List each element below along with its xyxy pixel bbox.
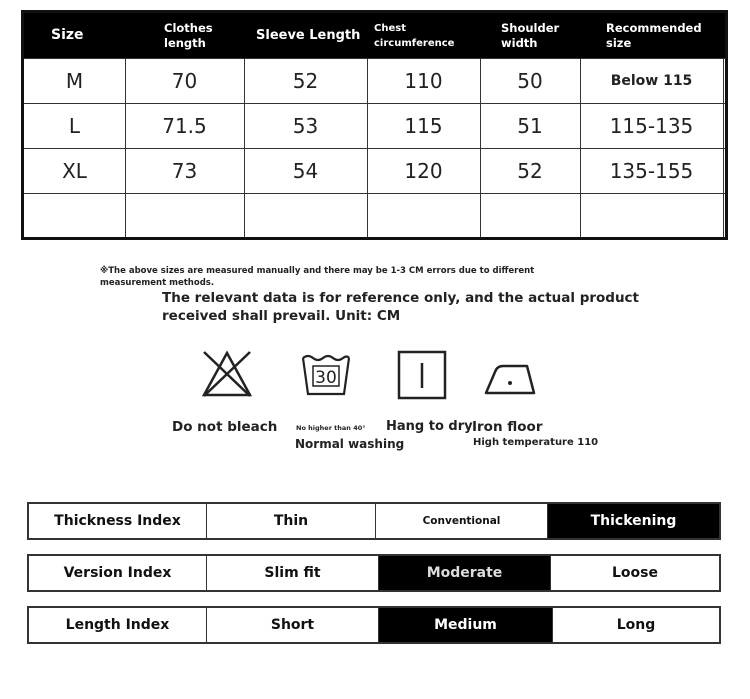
cell-sleeve-length: 53	[292, 114, 319, 138]
cell-clothes-length: 73	[171, 159, 198, 183]
cell-clothes-length: 71.5	[162, 114, 207, 138]
version-index-label: Version Index	[63, 565, 172, 581]
version-index-row	[27, 554, 721, 592]
hang-dry-icon	[397, 350, 447, 400]
cell-sleeve-length: 52	[292, 69, 319, 93]
cell-recommended: Below 115	[610, 73, 693, 89]
header-clothes-length: Clothes length	[164, 20, 213, 50]
header-size: Size	[51, 27, 84, 43]
cell-clothes-length: 70	[171, 69, 198, 93]
thickness-option-conventional: Conventional	[375, 504, 547, 538]
length-option-medium: Medium	[378, 608, 552, 642]
thickness-option-thickening: Thickening	[547, 504, 719, 538]
size-table	[21, 10, 728, 240]
version-option-slim-fit: Slim fit	[206, 556, 378, 590]
thickness-index-row	[27, 502, 721, 540]
no-bleach-icon	[200, 349, 254, 399]
table-row-empty	[24, 193, 725, 237]
length-option-long: Long	[552, 608, 719, 642]
iron-note: High temperature 110	[473, 437, 599, 448]
cell-recommended: 135-155	[609, 159, 694, 183]
size-table-header	[24, 13, 725, 58]
table-row-xl	[24, 148, 725, 193]
version-option-loose: Loose	[550, 556, 719, 590]
cell-sleeve-length: 54	[292, 159, 319, 183]
length-index-row	[27, 606, 721, 644]
length-option-short: Short	[206, 608, 378, 642]
cell-shoulder: 51	[517, 114, 543, 138]
cell-chest: 110	[404, 69, 443, 93]
length-index-label: Length Index	[65, 617, 170, 633]
cell-size: L	[68, 114, 81, 138]
iron-label: Iron floor	[472, 419, 543, 435]
dry-label: Hang to dry	[386, 419, 473, 434]
thickness-option-thin: Thin	[206, 504, 375, 538]
cell-chest: 115	[404, 114, 443, 138]
header-shoulder: Shoulder width	[501, 20, 560, 50]
wash-label: Normal washing	[295, 437, 405, 451]
header-sleeve-length: Sleeve Length	[256, 28, 361, 43]
header-chest: Chest circumference	[374, 22, 455, 49]
cell-shoulder: 52	[517, 159, 543, 183]
cell-size: M	[65, 69, 84, 93]
wash-30-icon	[300, 352, 352, 398]
table-row-m	[24, 58, 725, 103]
cell-chest: 120	[404, 159, 443, 183]
header-recommended: Recommended size	[606, 20, 702, 50]
version-option-moderate: Moderate	[378, 556, 550, 590]
measurement-note: ※The above sizes are measured manually and there may be 1-3 CM errors due to different measurement methods.	[100, 266, 535, 288]
cell-size: XL	[62, 159, 87, 183]
wash-note: No higher than 40°	[296, 424, 366, 432]
wash-temp-text: 30	[315, 368, 337, 388]
table-row-l	[24, 103, 725, 148]
cell-shoulder: 50	[517, 69, 543, 93]
iron-icon	[483, 360, 537, 396]
reference-note: The relevant data is for reference only, and the actual product received shall prevail. Unit: CM	[162, 290, 640, 324]
thickness-index-label: Thickness Index	[54, 513, 181, 529]
bleach-label: Do not bleach	[172, 419, 278, 435]
cell-recommended: 115-135	[609, 114, 694, 138]
